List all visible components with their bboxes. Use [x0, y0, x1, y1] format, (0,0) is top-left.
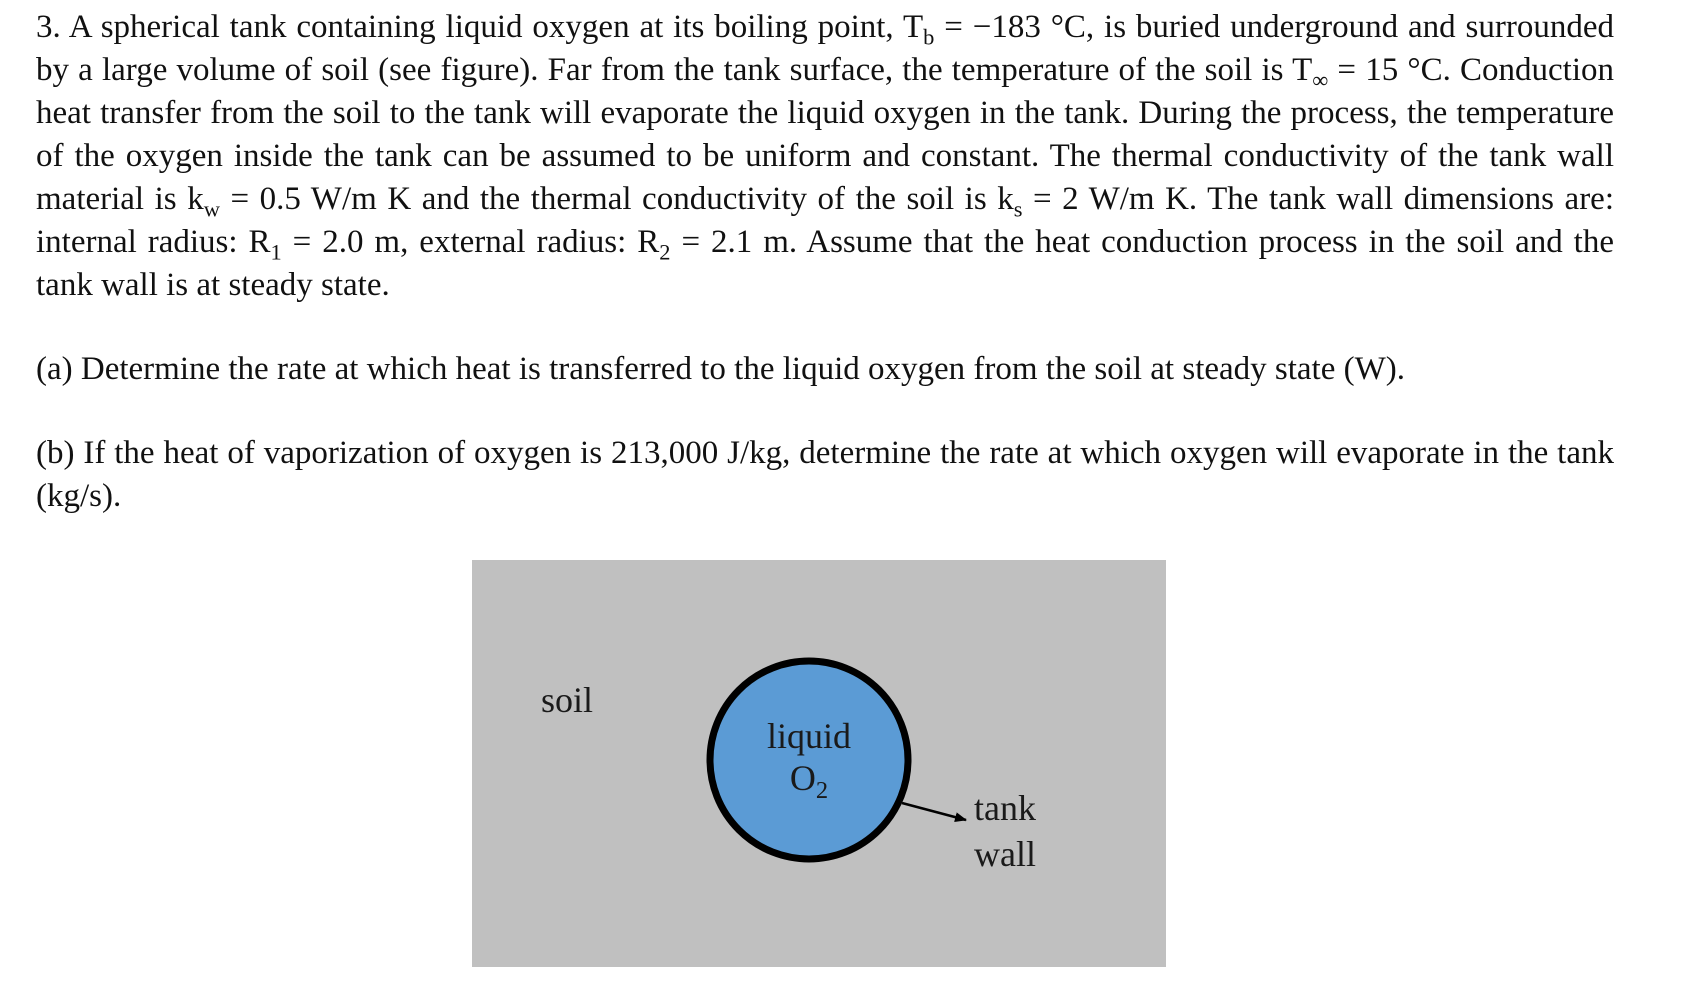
- soil-label: soil: [541, 680, 594, 720]
- wall-pointer-arrow: [902, 803, 966, 820]
- problem-intro: 3. A spherical tank containing liquid oxygen at its boiling point, $T_b = -183$ °C, is buried underground and surrounded by a large volume of soil (see figure). Far from the tank surface, the temperature of the soil is $T_\infty = 15$ °C. Conduction heat transfer from the soil to the tank will evaporate the liquid oxygen in the tank. During the process, the temperature of the oxygen inside the tank can be assumed to be uniform and constant. The thermal conductivity of the tank wall material is $k_w = 0.5$ W/m K and the thermal conductivity of the soil is $k_s = 2$ W/m K. The tank wall dimensions are: internal radius: $R_1 = 2.0$ m, external radius: $R_2 = 2.1$ m. Assume that the heat conduction process in the soil and the tank wall is at steady state.: [36, 9, 1615, 303]
- part-b-question: (b) If the heat of vaporization of oxygen is 213,000 J/kg, determine the rate at which oxygen will evaporate in the tank (kg/s).: [36, 435, 1614, 514]
- tank-figure: [472, 560, 1166, 967]
- tank-wall-label: tank wall: [974, 788, 1036, 874]
- problem-number: 3.: [36, 9, 61, 45]
- problem-text: [36, 6, 1614, 518]
- part-a-question: (a) Determine the rate at which heat is transferred to the liquid oxygen from the soil at steady state (W).: [36, 351, 1406, 387]
- tank-contents-label: liquid $O_2$: [767, 716, 852, 805]
